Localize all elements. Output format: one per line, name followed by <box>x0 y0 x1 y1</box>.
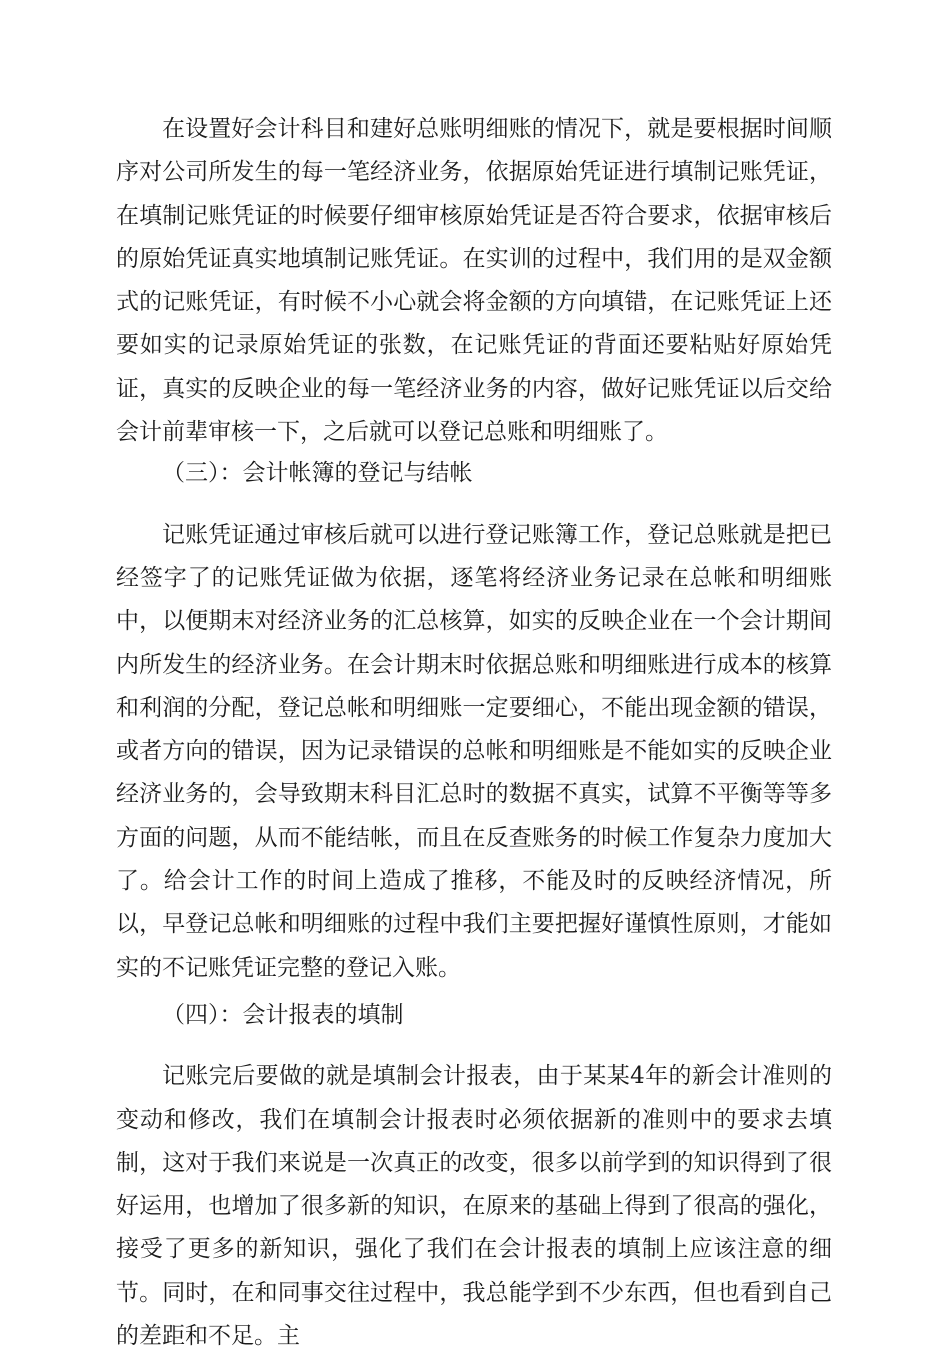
section-heading-ledger-posting: （三）：会计帐簿的登记与结帐 <box>162 460 473 487</box>
paragraph-ledger-posting: 记账凭证通过审核后就可以进行登记账簿工作，登记总账就是把已经签字了的记账凭证做为依据，逐笔将经济业务记录在总帐和明细账中，以便期末对经济业务的汇总核算，如实的反映企业在一个会计期间内所发生的经济业务。在会计期末时依据总账和明细账进行成本的核算和利润的分配，登记总帐和明细账一定要细心，不能出现金额的错误，或者方向的错误，因为记录错误的总帐和明细账是不能如实的反映企业经济业务的，会导致期末科目汇总时的数据不真实，试算不平衡等等多方面的问题，从而不能结帐，而且在反查账务的时候工作复杂力度加大了。给会计工作的时间上造成了推移，不能及时的反映经济情况，所以，早登记总帐和明细账的过程中我们主要把握好谨慎性原则，才能如实的不记账凭证完整的登记入账。 <box>116 521 832 981</box>
paragraph-voucher-filling: 在设置好会计科目和建好总账明细账的情况下，就是要根据时间顺序对公司所发生的每一笔经济业务，依据原始凭证进行填制记账凭证，在填制记账凭证的时候要仔细审核原始凭证是否符合要求，依据审核后的原始凭证真实地填制记账凭证。在实训的过程中，我们用的是双金额式的记账凭证，有时候不小心就会将金额的方向填错，在记账凭证上还要如实的记录原始凭证的张数，在记账凭证的背面还要粘贴好原始凭证，真实的反映企业的每一笔经济业务的内容，做好记账凭证以后交给会计前辈审核一下，之后就可以登记总账和明细账了。 <box>116 116 832 446</box>
section-heading-report-preparation: （四）：会计报表的填制 <box>162 1001 404 1028</box>
paragraph-report-preparation: 记账完后要做的就是填制会计报表，由于某某4年的新会计准则的变动和修改，我们在填制会计报表时必须依据新的准则中的要求去填制，这对于我们来说是一次真正的改变，很多以前学到的知识得到了很好运用，也增加了很多新的知识，在原来的基础上得到了很高的强化，接受了更多的新知识，强化了我们在会计报表的填制上应该注意的细节。同时，在和同事交往过程中，我总能学到不少东西，但也看到自己的差距和不足。主 <box>116 1063 832 1350</box>
document-body <box>116 108 832 1358</box>
